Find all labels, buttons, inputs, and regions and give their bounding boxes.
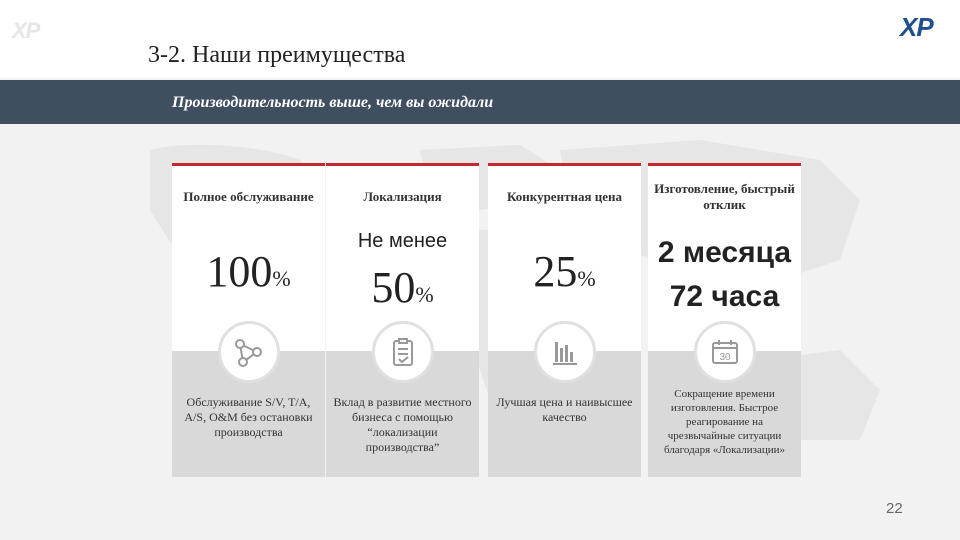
card-heading: Изготовление, быстрый отклик [648, 163, 801, 228]
network-icon [218, 321, 280, 383]
value-prefix: Не менее [357, 230, 448, 252]
advantage-card-competitive-price [488, 163, 641, 477]
card-value [172, 246, 325, 297]
value-line-2: 72 часа [669, 280, 780, 313]
value-line-1: 2 месяца [657, 236, 792, 269]
bar-chart-icon [534, 321, 596, 383]
card-description-area [488, 351, 641, 477]
value-unit: % [577, 266, 596, 291]
company-logo: ΧΡ [900, 12, 933, 42]
header-area [0, 0, 960, 78]
card-description-area [326, 351, 479, 477]
card-heading: Полное обслуживание [172, 163, 325, 228]
banner-text: Производительность выше, чем вы ожидали [172, 94, 494, 111]
value-number: 100 [206, 247, 273, 296]
clipboard-icon [372, 321, 434, 383]
card-value [488, 246, 641, 297]
advantage-card-localization [326, 163, 479, 477]
card-description-area [172, 351, 325, 477]
value-number: 25 [533, 247, 578, 296]
value-unit: % [415, 282, 434, 307]
card-description: Вклад в развитие местного бизнеса с помощью “локализации производства” [333, 395, 472, 454]
value-number: 50 [371, 263, 416, 312]
advantage-card-full-service [172, 163, 325, 477]
calendar-icon [694, 321, 756, 383]
card-description: Обслуживание S/V, T/A, A/S, O&M без остановки производства [184, 395, 313, 439]
card-description: Сокращение времени изготовления. Быстрое реагирование на чрезвычайные ситуации благодаря «Локализации» [663, 388, 785, 456]
value-unit: % [272, 266, 291, 291]
card-heading: Конкурентная цена [488, 163, 641, 228]
advantage-card-fast-response [648, 163, 801, 477]
card-heading: Локализация [326, 163, 479, 228]
page-number: 22 [886, 500, 903, 517]
card-description-area [648, 351, 801, 477]
logo-watermark: ΧΡ [12, 18, 40, 43]
calendar-day-label: 30 [718, 352, 731, 363]
slide-title: 3-2. Наши преимущества [148, 42, 406, 68]
card-value [326, 262, 479, 313]
card-description: Лучшая цена и наивысшее качество [496, 395, 633, 424]
